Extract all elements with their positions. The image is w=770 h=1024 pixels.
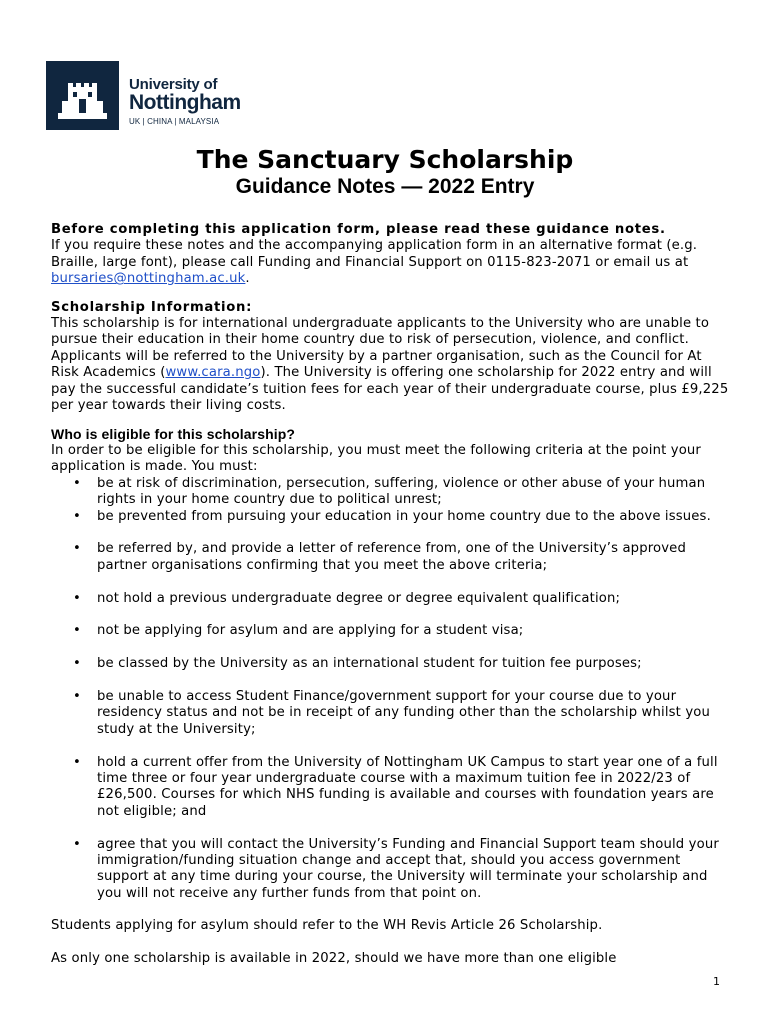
criterion-item: • hold a current offer from the University of Nottingham UK Campus to start year one of a full time three or four year undergraduate course with a maximum tuition fee in 2022/23 of £26,500. Courses for which NHS funding is available and courses with foundation years are not eligible; and [51, 755, 731, 821]
page-number: 1 [713, 975, 720, 988]
intro-text [51, 238, 731, 287]
subtitle-prefix: Guidance Notes — [235, 175, 429, 198]
scholarship-info-text [51, 316, 731, 414]
eligibility-heading: Who is eligible for this scholarship? [51, 426, 296, 443]
intro-body: If you require these notes and the accompanying application form in an alternative format (e.g. Braille, large font), please call Funding and Financial Support on 0115-823-2071 or email us at [51, 238, 698, 270]
page-title: The Sanctuary Scholarship [196, 145, 574, 174]
castle-emblem-icon [46, 61, 119, 130]
logo-line-2: Nottingham [129, 91, 241, 114]
email-link[interactable]: bursaries@nottingham.ac.uk [51, 271, 246, 287]
criterion-item: • be unable to access Student Finance/government support for your course due to your residency status and not be in receipt of any funding other than the scholarship whilst you study at the University; [51, 689, 731, 738]
eligibility-criteria-list [51, 476, 731, 902]
university-logo [46, 61, 242, 132]
scholarship-info-heading: Scholarship Information: [51, 299, 253, 315]
subtitle-year: 2022 [428, 175, 475, 198]
logo-line-1: University of [129, 76, 218, 93]
criterion-item: • not hold a previous undergraduate degree or degree equivalent qualification; [51, 591, 731, 607]
subtitle-suffix: Entry [474, 175, 535, 198]
intro-heading: Before completing this application form, please read these guidance notes. [51, 222, 666, 237]
eligibility-intro: In order to be eligible for this scholarship, you must meet the following criteria at the point your application is made. You must: [51, 442, 702, 475]
cara-link[interactable]: www.cara.ngo [165, 365, 261, 381]
asylum-note: Students applying for asylum should refer to the WH Revis Article 26 Scholarship. [51, 918, 603, 934]
intro-end: . [245, 271, 250, 287]
page-subtitle [0, 174, 770, 200]
document-body [51, 222, 731, 967]
logo-campuses: UK | CHINA | MALAYSIA [129, 117, 220, 126]
criterion-item: • be prevented from pursuing your education in your home country due to the above issues. [51, 509, 731, 525]
scholarship-info-body-1: This scholarship is for international undergraduate applicants to the University who are unable to pursue their education in their home country due to risk of persecution, violence, and conflict. Applicants will be referred to the University by a partner organisation, such as the Council for At Risk Academics ( [51, 316, 710, 381]
criterion-item: • be classed by the University as an international student for tuition fee purposes; [51, 656, 731, 672]
criterion-item: • be referred by, and provide a letter of reference from, one of the University’s approved partner organisations confirming that you meet the above criteria; [51, 541, 731, 574]
criterion-item: • be at risk of discrimination, persecution, suffering, violence or other abuse of your human rights in your home country due to political unrest; [51, 476, 731, 509]
scholarship-info-body-2: ). The University is offering one scholarship for 2022 entry and will pay the successful candidate’s tuition fees for each year of their undergraduate course, plus £9,225 per year towards their living costs. [51, 365, 729, 414]
criterion-item: • not be applying for asylum and are applying for a student visa; [51, 623, 731, 639]
closing-text: As only one scholarship is available in 2022, should we have more than one eligible [51, 950, 617, 966]
criterion-item: • agree that you will contact the University’s Funding and Financial Support team should your immigration/funding situation change and accept that, should you access government support at any time during your course, the University will terminate your scholarship and you will not receive any further funds from that point on. [51, 837, 731, 903]
